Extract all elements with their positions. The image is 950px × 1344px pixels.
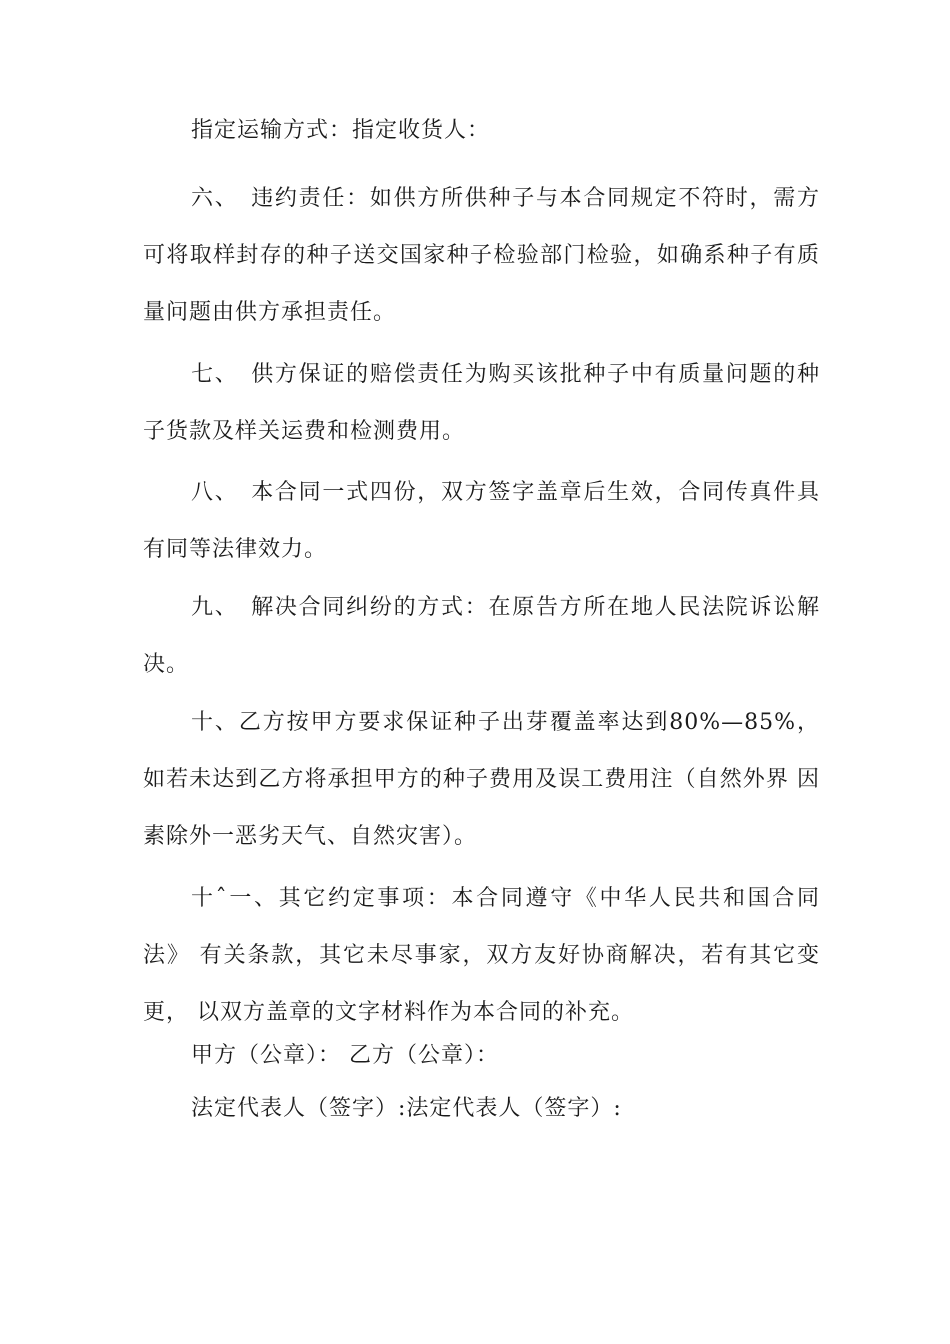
paragraph-clause-7-compensation: 七、 供方保证的赔偿责任为购买该批种子中有质量问题的种子货款及样关运费和检测费用。 bbox=[143, 362, 820, 444]
paragraph-clause-6-breach-liability: 六、 违约责任：如供方所供种子与本合同规定不符时，需方可将取样封存的种子送交国家种子检验部门检验，如确系种子有质量问题由供方承担责任。 bbox=[143, 186, 820, 325]
paragraph-clause-11-other-terms: 十ˆ一、其它约定事项：本合同遵守《中华人民共和国合同法》 有关条款，其它未尽事家，双方友好协商解决，若有其它变更， 以双方盖章的文字材料作为本合同的补充。 bbox=[143, 886, 820, 1025]
signature-line-representatives: 法定代表人（签字）:法定代表人（签字）: bbox=[191, 1096, 622, 1121]
paragraph-clause-9-dispute: 九、 解决合同纠纷的方式：在原告方所在地人民法院诉讼解决。 bbox=[143, 595, 820, 677]
paragraph-transport-method: 指定运输方式：指定收货人： bbox=[191, 118, 491, 143]
paragraph-clause-10-germination: 十、乙方按甲方要求保证种子出芽覆盖率达到80%—85%， 如若未达到乙方将承担甲方的种子费用及误工费用注（自然外界 因素除外一恶劣天气、自然灾害）。 bbox=[143, 710, 820, 849]
paragraph-clause-8-copies: 八、 本合同一式四份，双方签字盖章后生效，合同传真件具有同等法律效力。 bbox=[143, 480, 820, 562]
signature-line-seals: 甲方（公章）： 乙方（公章）： bbox=[191, 1043, 499, 1068]
